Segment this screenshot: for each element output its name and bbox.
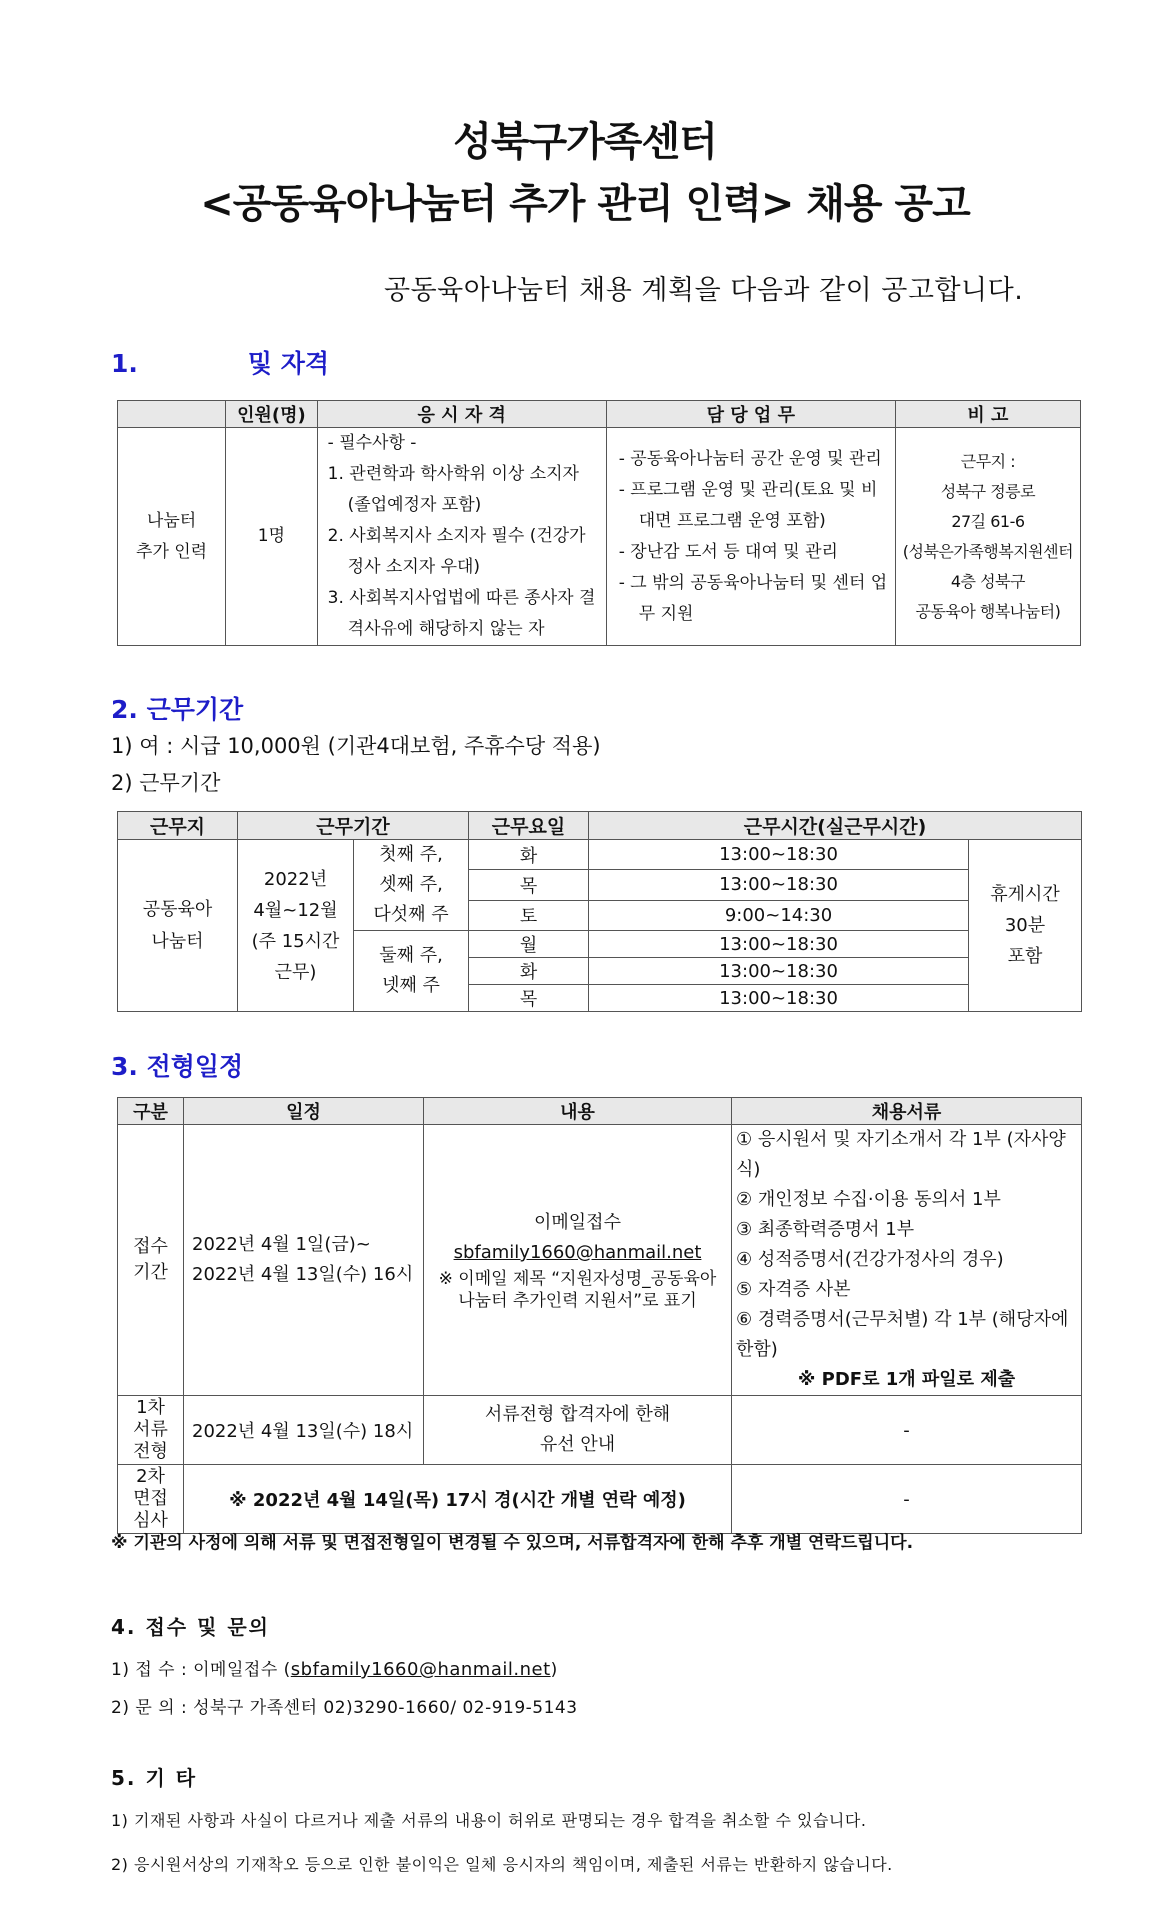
week-group-a: 첫째 주, 셋째 주, 다섯째 주: [354, 840, 469, 931]
schedule-change-note: ※ 기관의 사정에 의해 서류 및 면접전형일이 변경될 수 있으며, 서류합격자에 한해 추후 개별 연락드립니다.: [111, 1533, 914, 1553]
position-cell: 나눔터 추가 인력: [118, 428, 226, 646]
doc-item-5: ⑤ 자격증 사본: [736, 1279, 851, 1300]
t1-header-note: 비 고: [895, 401, 1080, 428]
t1-header-count: 인원(명): [226, 401, 318, 428]
t3-header-type: 구분: [118, 1098, 184, 1125]
doc-item-4: ④ 성적증명서(건강가정사의 경우): [736, 1249, 1004, 1270]
count-cell: 1명: [226, 428, 318, 646]
week-group-b: 둘째 주, 넷째 주: [354, 931, 469, 1012]
receipt-email: sbfamily1660@hanmail.net: [453, 1242, 702, 1263]
req-item-2: 2. 사회복지사 소지자 필수 (건강가정사 소지자 우대): [327, 526, 586, 577]
day-cell: 목: [469, 870, 589, 900]
inquiry-line: 2) 문 의 : 성북구 가족센터 02)3290-1660/ 02-919-5143: [111, 1698, 578, 1718]
receipt-line-suffix: ): [550, 1660, 558, 1680]
receipt-content: [424, 1125, 732, 1396]
duty-item-2: - 프로그램 운영 및 관리(토요 및 비대면 프로그램 운영 포함): [618, 479, 878, 531]
duty-item-1: - 공동육아나눔터 공간 운영 및 관리: [618, 448, 882, 469]
section1-heading: [111, 344, 329, 380]
receipt-label: 접수 기간: [118, 1125, 184, 1396]
t3-header-docs: 채용서류: [732, 1098, 1082, 1125]
org-title: 성북구가족센터: [453, 119, 717, 165]
misc-line-1: 1) 기재된 사항과 사실이 다르거나 제출 서류의 내용이 허위로 판명되는 경우 합격을 취소할 수 있습니다.: [111, 1811, 867, 1830]
workplace-note-cell: 근무지 : 성북구 정릉로 27길 61-6 (성북은가족행복지원센터 4층 성북구 공동육아 행복나눔터): [895, 428, 1080, 646]
work-place-cell: 공동육아 나눔터: [118, 840, 238, 1012]
qualification-table: [117, 400, 1081, 646]
first-round-docs: -: [732, 1396, 1082, 1465]
requirements-cell: [317, 428, 606, 646]
t1-header-requirements: 응 시 자 격: [317, 401, 606, 428]
day-cell: 토: [469, 900, 589, 930]
contact-email-link[interactable]: sbfamily1660@hanmail.net: [290, 1659, 551, 1680]
selection-schedule-table: [117, 1097, 1082, 1534]
doc-item-3: ③ 최종학력증명서 1부: [736, 1219, 915, 1240]
duty-item-4: - 그 밖의 공동육아나눔터 및 센터 업무 지원: [618, 572, 888, 624]
docs-pdf-note: ※ PDF로 1개 파일로 제출: [797, 1369, 1016, 1390]
day-cell: 월: [469, 931, 589, 958]
req-item-3: 3. 사회복지사업법에 따른 종사자 결격사유에 해당하지 않는 자: [327, 588, 596, 639]
second-round-docs: -: [732, 1465, 1082, 1534]
day-cell: 화: [469, 840, 589, 870]
time-cell: 9:00~14:30: [589, 900, 969, 930]
time-cell: 13:00~18:30: [589, 958, 969, 985]
t2-header-time: 근무시간(실근무시간): [589, 812, 1082, 840]
t3-header-content: 내용: [424, 1098, 732, 1125]
first-round-schedule: 2022년 4월 13일(수) 18시: [184, 1396, 424, 1465]
misc-line-2: 2) 응시원서상의 기재착오 등으로 인한 불이익은 일체 응시자의 책임이며, 제출된 서류는 반환하지 않습니다.: [111, 1855, 893, 1874]
first-round-content: 서류전형 합격자에 한해 유선 안내: [424, 1396, 732, 1465]
t2-header-day: 근무요일: [469, 812, 589, 840]
req-header: - 필수사항 -: [327, 433, 417, 453]
docs-cell: [732, 1125, 1082, 1396]
section1-number: 1.: [111, 349, 138, 378]
period-line: 2) 근무기간: [111, 771, 221, 795]
duty-item-3: - 장난감 도서 등 대여 및 관리: [618, 541, 838, 562]
receipt-line: [111, 1655, 558, 1680]
t1-header-duties: 담 당 업 무: [606, 401, 895, 428]
doc-item-1: ① 응시원서 및 자기소개서 각 1부 (자사양식): [736, 1129, 1066, 1180]
intro-text: 공동육아나눔터 채용 계획을 다음과 같이 공고합니다.: [384, 275, 1024, 306]
t2-header-place: 근무지: [118, 812, 238, 840]
duties-cell: [606, 428, 895, 646]
section4-heading: 4. 접수 및 문의: [111, 1615, 271, 1639]
receipt-method: 이메일접수: [534, 1212, 621, 1233]
t1-header-blank: [118, 401, 226, 428]
doc-item-2: ② 개인정보 수집·이용 동의서 1부: [736, 1189, 1001, 1210]
section5-heading: 5. 기 타: [111, 1766, 198, 1790]
time-cell: 13:00~18:30: [589, 870, 969, 900]
work-schedule-table: [117, 811, 1082, 1012]
doc-item-6: ⑥ 경력증명서(근무처별) 각 1부 (해당자에 한함): [736, 1309, 1069, 1360]
receipt-line-prefix: 1) 접 수 : 이메일접수 (: [111, 1660, 291, 1680]
t3-header-schedule: 일정: [184, 1098, 424, 1125]
day-cell: 화: [469, 958, 589, 985]
work-period-cell: 2022년 4월~12월 (주 15시간 근무): [238, 840, 354, 1012]
section2-heading: 2. 근무기간: [111, 695, 244, 724]
t2-header-period: 근무기간: [238, 812, 469, 840]
section3-heading: 3. 전형일정: [111, 1052, 244, 1081]
time-cell: 13:00~18:30: [589, 985, 969, 1012]
req-item-1: 1. 관련학과 학사학위 이상 소지자(졸업예정자 포함): [327, 464, 579, 515]
receipt-subject-note: ※ 이메일 제목 “지원자성명_공동육아나눔터 추가인력 지원서”로 표기: [438, 1269, 717, 1311]
second-round-content: ※ 2022년 4월 14일(목) 17시 경(시간 개별 연락 예정): [184, 1465, 732, 1534]
time-cell: 13:00~18:30: [589, 931, 969, 958]
wage-line: 1) 여 : 시급 10,000원 (기관4대보험, 주휴수당 적용): [111, 734, 601, 758]
time-cell: 13:00~18:30: [589, 840, 969, 870]
day-cell: 목: [469, 985, 589, 1012]
second-round-label: 2차 면접 심사: [118, 1465, 184, 1534]
page-title: <공동육아나눔터 추가 관리 인력> 채용 공고: [200, 181, 970, 227]
section1-title: 및 자격: [247, 349, 330, 378]
first-round-label: 1차 서류 전형: [118, 1396, 184, 1465]
receipt-schedule: 2022년 4월 1일(금)~ 2022년 4월 13일(수) 16시: [184, 1125, 424, 1396]
break-time-cell: 휴게시간 30분 포함: [969, 840, 1082, 1012]
